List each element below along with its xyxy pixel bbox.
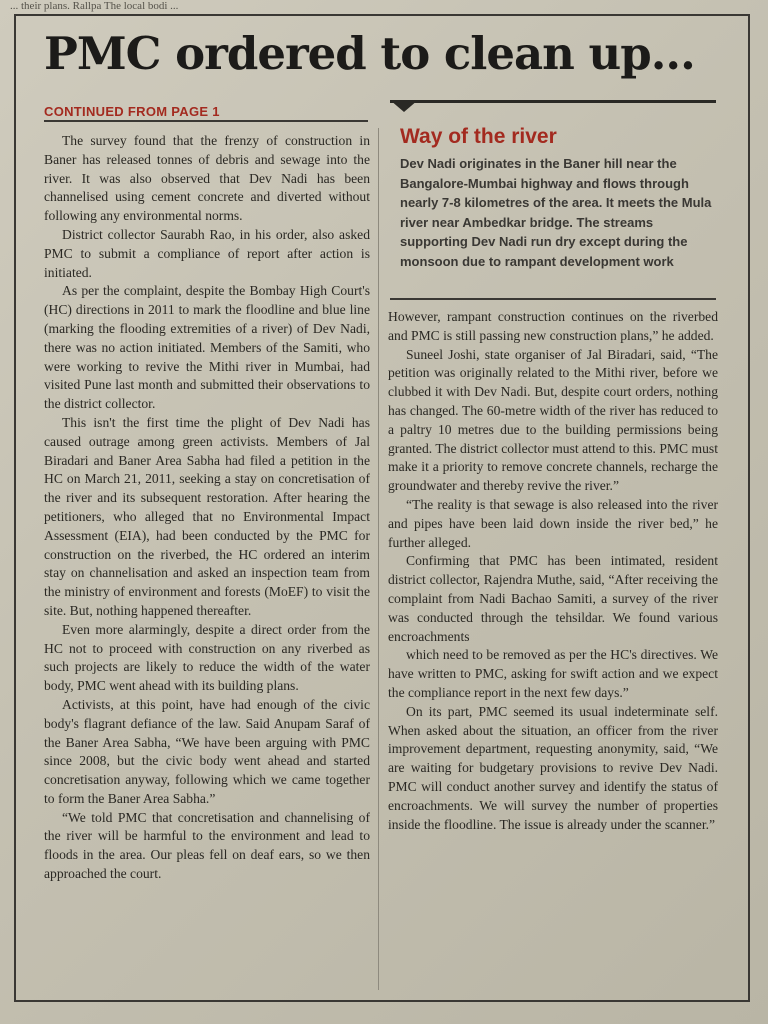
paragraph: Activists, at this point, have had enough of the civic body's flagrant defiance of the law. Said Anupam Saraf of the Baner Area Sabha, “We have been arguing with PMC since 2008, but the civic body went ahead and started concretisation anyway, following which we came together to form the Baner Area Sabha.” bbox=[44, 696, 370, 806]
sidebar-box bbox=[400, 124, 716, 271]
continued-label: CONTINUED FROM PAGE 1 bbox=[44, 104, 220, 119]
left-column bbox=[44, 132, 370, 992]
paragraph: As per the complaint, despite the Bombay High Court's (HC) directions in 2011 to mark the floodline and blue line (marking the flooding extremities of a river) of Dev Nadi, there was no action initiated. Members of the Samiti, who were working to revive the Mithi river in Mumbai, had visited Pune last month and submitted their observations to the district collector. bbox=[44, 283, 370, 412]
paragraph: which need to be removed as per the HC's directives. We have written to PMC, asking for swift action and we expect the compliance report in the next few days.” bbox=[388, 647, 718, 700]
paragraph: Suneel Joshi, state organiser of Jal Biradari, said, “The petition was originally related to the Mithi river, before we clubbed it with Dev Nadi. But, despite court orders, nothing has changed. The 60-metre width of the river has reduced to a paltry 10 metres due to the building permissions being granted. The district collector must attend to this. PMC must make it a priority to remove concrete channels, recharge the groundwater and thereby revive the river.” bbox=[388, 346, 718, 494]
sidebar-title: Way of the river bbox=[400, 125, 557, 148]
sidebar-body: Dev Nadi originates in the Baner hill near the Bangalore-Mumbai highway and flows through nearly 7-8 kilometres of the area. It meets the Mula river near Ambedkar bridge. The streams supporting Dev Nadi run dry except during the monsoon due to rampant development work bbox=[400, 156, 712, 269]
rule-left bbox=[44, 120, 368, 122]
paragraph: However, rampant construction continues on the riverbed and PMC is still passing new construction plans,” he added. bbox=[388, 309, 718, 343]
column-divider bbox=[378, 128, 379, 990]
paragraph: District collector Saurabh Rao, in his order, also asked PMC to submit a compliance of report after action is initiated. bbox=[44, 226, 370, 280]
triangle-marker bbox=[390, 100, 418, 112]
paragraph: This isn't the first time the plight of Dev Nadi has caused outrage among green activists. Members of Jal Biradari and Baner Area Sabha had filed a petition in the HC on March 21, 2011, seeking a stay on concretisation of the river and its subsequent restoration. After hearing the petitioners, who alleged that no Environmental Impact Assessment (EIA), had been conducted by the PMC for construction on the riverbed, the HC ordered an interim stay on channelisation and asked an inspection team from the ministry of environment and forests (MoEF) to visit the site. But, nothing happened thereafter. bbox=[44, 414, 370, 618]
paragraph: On its part, PMC seemed its usual indeterminate self. When asked about the situation, an officer from the river improvement department, requesting anonymity, said, “We are waiting for budgetary provisions to revive Dev Nadi. PMC will conduct another survey and identify the status of encroachments. We will survey the number of properties inside the floodline. The issue is already under the scanner.” bbox=[388, 703, 718, 832]
rule-right bbox=[390, 100, 716, 103]
headline: PMC ordered to clean up... bbox=[44, 27, 695, 80]
paragraph: “We told PMC that concretisation and channelising of the river will be harmful to the environment and lead to floods in the area. Our pleas fell on deaf ears, so we then approached the court. bbox=[44, 809, 370, 882]
paragraph: Even more alarmingly, despite a direct order from the HC not to proceed with construction on any riverbed as such projects are likely to reduce the width of the water body, PMC went ahead with its building plans. bbox=[44, 621, 370, 694]
sidebar-bottom-rule bbox=[390, 298, 716, 300]
right-column bbox=[388, 308, 718, 998]
top-strip-text: ... their plans. Rallpa The local bodi ... bbox=[10, 0, 179, 12]
paragraph: Confirming that PMC has been intimated, resident district collector, Rajendra Muthe, said, “After receiving the complaint from Nadi Bachao Samiti, a survey of the river was conducted through the tehsildar. We found various encroachments bbox=[388, 553, 718, 644]
paragraph: “The reality is that sewage is also released into the river and pipes have been laid down inside the river bed,” he further alleged. bbox=[388, 496, 718, 550]
paragraph: The survey found that the frenzy of construction in Baner has released tonnes of debris and sewage into the river. It was also observed that Dev Nadi has been channelised using cement concrete and diverted without following any environmental norms. bbox=[44, 133, 370, 224]
